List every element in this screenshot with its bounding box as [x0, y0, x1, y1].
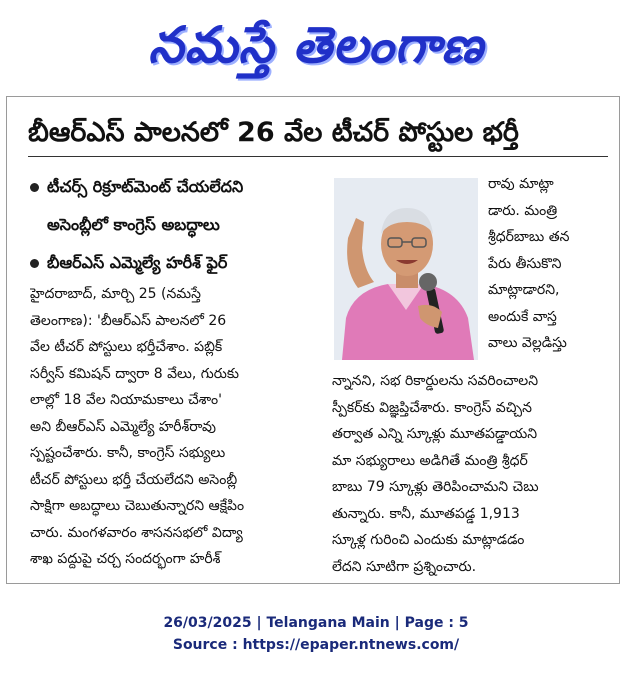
masthead-logo: నమస్తే తెలంగాణ [148, 16, 484, 74]
subhead-text: బీఆర్ఎస్ ఎమ్మెల్యే హరీశ్ ఫైర్ [47, 253, 228, 272]
article-body-left [30, 281, 322, 573]
text-line: లేదని సూటిగా ప్రశ్నించారు. [332, 558, 477, 575]
text-line: స్కూళ్ల గురించి ఎందుకు మాట్లాడడం [332, 532, 525, 548]
article-body-right-top [488, 171, 608, 357]
text-line: తున్నారు. కానీ, మూతపడ్డ 1,913 [332, 505, 520, 522]
page-footer [0, 612, 632, 656]
text-line: బాబు 79 స్కూళ్లు తెరిపించామని చెబు [332, 479, 539, 495]
text-line: వేల టీచర్ పోస్టులు భర్తీచేశాం. పబ్లిక్ [30, 339, 223, 355]
text-line: హైదరాబాద్, మార్చి 25 (నమస్తే [30, 286, 201, 302]
masthead [0, 2, 632, 88]
footer-source: Source : https://epaper.ntnews.com/ [172, 637, 460, 653]
footer-edition-info: 26/03/2025 | Telangana Main | Page : 5 [163, 615, 469, 631]
text-line: సర్వీస్ కమిషన్ ద్వారా 8 వేలు, గురుకు [30, 365, 240, 382]
text-line: స్పీకర్‌కు విజ్ఞప్తిచేశారు. కాంగ్రెస్ వచ్చిన [332, 399, 532, 416]
text-line: అందుకే వాస్త [488, 308, 557, 325]
text-line: తర్వాత ఎన్ని స్కూళ్లు మూతపడ్డాయని [332, 426, 538, 442]
text-line: శాఖ పద్దుపై చర్చ సందర్భంగా హరీశ్ [30, 551, 221, 567]
article-body-right-bottom [332, 368, 608, 580]
text-line: అని బీఆర్ఎస్ ఎమ్మెల్యే హరీశ్‌రావు [30, 418, 216, 435]
bullet-icon [30, 183, 39, 192]
text-line: రావు మాట్లా [488, 176, 554, 192]
text-line: న్నానని, సభ రికార్డులను సవరించాలని [332, 373, 539, 389]
subhead-item [30, 206, 320, 244]
bullet-icon [30, 259, 39, 268]
text-line: పేరు తీసుకొని [488, 255, 562, 272]
text-line: మాట్లాడారని, [488, 282, 560, 298]
subhead-item [30, 168, 320, 206]
subhead-text: టీచర్స్ రిక్రూట్‌మెంట్ చేయలేదని [47, 177, 244, 196]
text-line: సాక్షిగా అబద్ధాలు చెబుతున్నారని ఆక్షేపిం [30, 498, 245, 514]
text-line: మా సభ్యురాలు అడిగితే మంత్రి శ్రీధర్ [332, 452, 528, 469]
article-subheads [30, 168, 320, 282]
article-headline: బీఆర్ఎస్ పాలనలో 26 వేల టీచర్ పోస్టుల భర్తీ [28, 110, 608, 157]
text-line: టీచర్ పోస్టులు భర్తీ చేయలేదని అసెంబ్లీ [30, 471, 238, 488]
text-line: తెలంగాణ): 'బీఆర్ఎస్ పాలనలో 26 [30, 312, 227, 329]
text-line: శ్రీధర్‌బాబు తన [488, 229, 570, 245]
subhead-item [30, 244, 320, 282]
portrait-illustration [334, 178, 478, 360]
text-line: డారు. మంత్రి [488, 202, 558, 219]
text-line: చారు. మంగళవారం శాసనసభలో విద్యా [30, 524, 243, 541]
text-line: వాలు వెల్లడిస్తు [488, 335, 567, 351]
text-line: లాల్లో 18 వేల నియామకాలు చేశాం' [30, 392, 222, 408]
subhead-text: అసెంబ్లీలో కాంగ్రెస్ అబద్ధాలు [47, 215, 220, 234]
politician-photo [334, 178, 478, 360]
text-line: స్పష్టంచేశారు. కానీ, కాంగ్రెస్ సభ్యులు [30, 445, 226, 461]
